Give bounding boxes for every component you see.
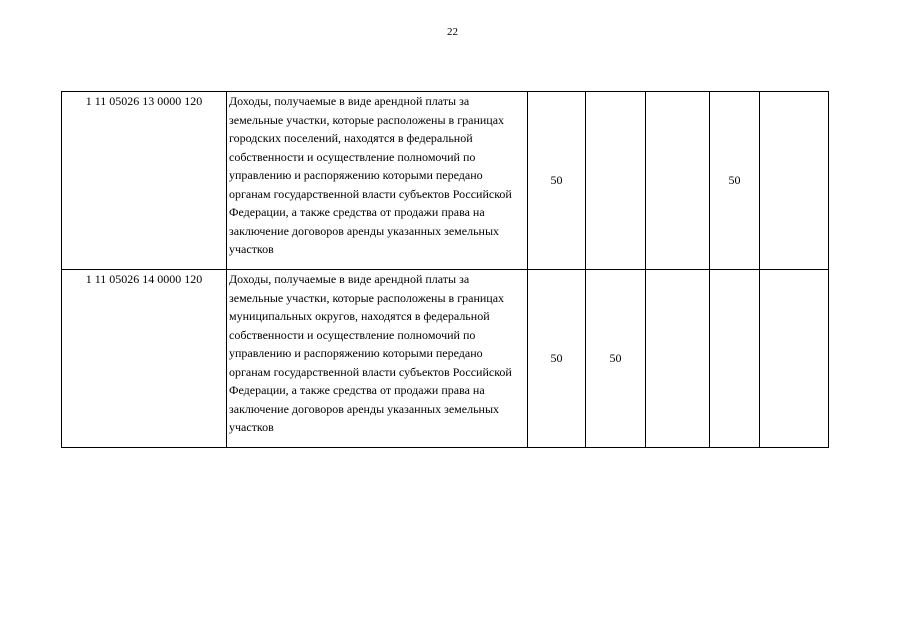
description-cell: Доходы, получаемые в виде арендной платы за земельные участки, которые расположены в границах муниципальных округов, находятся в федеральной собственности и осуществление полномочий по управлению и распоряжению которыми передано органам государственной власти субъектов Российской Федерации, а также средства от продажи права на заключение договоров аренды указанных земельных участков — [227, 270, 528, 448]
value-cell: 50 — [528, 270, 586, 448]
value-cell — [710, 270, 760, 448]
budget-table — [61, 91, 829, 448]
table-row — [62, 270, 829, 448]
value-cell — [760, 270, 829, 448]
code-cell: 1 11 05026 14 0000 120 — [62, 270, 227, 448]
description-cell: Доходы, получаемые в виде арендной платы за земельные участки, которые расположены в границах городских поселений, находятся в федеральной собственности и осуществление полномочий по управлению и распоряжению которыми передано органам государственной власти субъектов Российской Федерации, а также средства от продажи права на заключение договоров аренды указанных земельных участков — [227, 92, 528, 270]
value-cell — [646, 92, 710, 270]
table-row — [62, 92, 829, 270]
value-cell: 50 — [528, 92, 586, 270]
value-cell — [586, 92, 646, 270]
value-cell: 50 — [586, 270, 646, 448]
value-cell — [760, 92, 829, 270]
page-number: 22 — [447, 26, 458, 38]
code-cell: 1 11 05026 13 0000 120 — [62, 92, 227, 270]
value-cell — [646, 270, 710, 448]
value-cell: 50 — [710, 92, 760, 270]
